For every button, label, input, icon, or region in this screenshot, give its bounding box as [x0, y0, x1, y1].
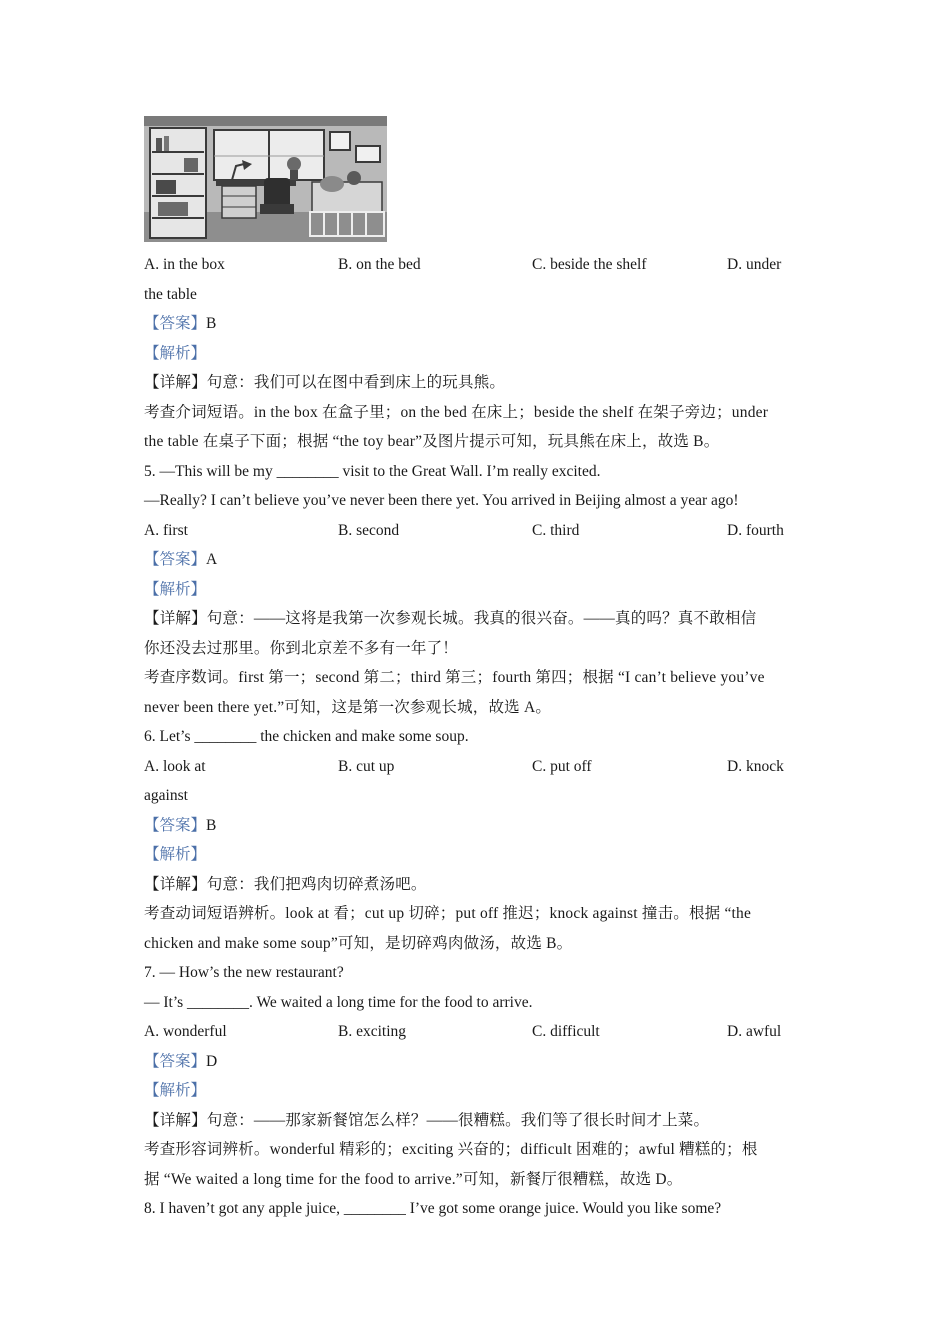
bedroom-illustration [144, 116, 387, 242]
explanation-text: the table 在桌子下面；根据 “the toy bear”及图片提示可知，玩具熊在床上，故选 B。 [144, 433, 720, 450]
option-d: D. under [727, 256, 782, 273]
detail-text: 你还没去过那里。你到北京差不多有一年了！ [144, 639, 459, 657]
option-b: B. exciting [338, 1023, 407, 1040]
option-b: B. cut up [338, 757, 395, 775]
question-stem: 7. — How’s the new restaurant? [144, 964, 344, 981]
option-b: B. second [338, 521, 400, 539]
explanation-text: 考查序数词。first 第一；second 第二；third 第三；fourth 第四；根据 “I can’t believe you’ve [144, 669, 765, 686]
explanation-text: never been there yet.”可知，这是第一次参观长城，故选 A。 [144, 698, 552, 716]
explanation-text: 考查形容词辨析。wonderful 精彩的；exciting 兴奋的；difficult 困难的；awful 糟糕的；根 [144, 1141, 758, 1158]
analysis-tag: 【解析】 [144, 580, 207, 598]
answer-line [144, 545, 806, 575]
analysis-tag: 【解析】 [144, 1082, 207, 1099]
option-a: A. wonderful [144, 1023, 227, 1040]
answer-line [144, 811, 806, 841]
option-a: A. in the box [144, 256, 225, 273]
option-a: A. look at [144, 757, 206, 775]
answer-tag: 【答案】 [144, 1052, 207, 1070]
option-d: D. fourth [727, 521, 784, 539]
explanation-text: chicken and make some soup”可知，是切碎鸡肉做汤，故选 B。 [144, 934, 573, 952]
option-c: C. third [532, 521, 580, 539]
explanation-text: 考查介词短语。in the box 在盒子里；on the bed 在床上；beside the shelf 在架子旁边；under [144, 403, 769, 421]
answer-value: D [206, 1052, 218, 1070]
options-row [144, 250, 806, 280]
explanation-text: 据 “We waited a long time for the food to arrive.”可知，新餐厅很糟糕，故选 D。 [144, 1170, 683, 1188]
question-stem: 6. Let’s ________ the chicken and make some soup. [144, 728, 469, 745]
answer-tag: 【答案】 [144, 816, 207, 834]
detail-text: 【详解】句意：——那家新餐馆怎么样？——很糟糕。我们等了很长时间才上菜。 [144, 1111, 710, 1129]
option-a: A. first [144, 521, 188, 539]
explanation-text: 考查动词短语辨析。look at 看；cut up 切碎；put off 推迟；knock against 撞击。根据 “the [144, 905, 752, 922]
analysis-tag: 【解析】 [144, 846, 207, 863]
options-row [144, 1017, 806, 1047]
option-b: B. on the bed [338, 256, 421, 273]
answer-line [144, 1047, 806, 1077]
analysis-tag: 【解析】 [144, 344, 207, 362]
question-stem: 5. —This will be my ________ visit to the Great Wall. I’m really excited. [144, 462, 601, 480]
option-wrap: the table [144, 285, 197, 303]
option-c: C. difficult [532, 1023, 600, 1040]
answer-tag: 【答案】 [144, 315, 207, 332]
option-d: D. knock [727, 757, 784, 775]
options-row [144, 516, 806, 546]
answer-line [144, 309, 806, 339]
document-page [144, 116, 806, 1224]
detail-text: 【详解】句意：——这将是我第一次参观长城。我真的很兴奋。——真的吗？真不敢相信 [144, 610, 757, 627]
option-c: C. beside the shelf [532, 256, 647, 273]
answer-value: A [206, 551, 218, 568]
option-d: D. awful [727, 1023, 782, 1040]
option-wrap: against [144, 787, 188, 804]
question-stem: — It’s ________. We waited a long time for the food to arrive. [144, 993, 533, 1011]
detail-text: 【详解】句意：我们可以在图中看到床上的玩具熊。 [144, 374, 506, 391]
question-stem: —Really? I can’t believe you’ve never been there yet. You arrived in Beijing almost a year ago! [144, 492, 739, 509]
options-row [144, 752, 806, 782]
option-c: C. put off [532, 757, 592, 775]
question-stem: 8. I haven’t got any apple juice, ________ I’ve got some orange juice. Would you like some? [144, 1200, 722, 1217]
answer-tag: 【答案】 [144, 551, 207, 568]
answer-value: B [206, 816, 217, 834]
answer-value: B [206, 315, 217, 332]
detail-text: 【详解】句意：我们把鸡肉切碎煮汤吧。 [144, 875, 427, 893]
